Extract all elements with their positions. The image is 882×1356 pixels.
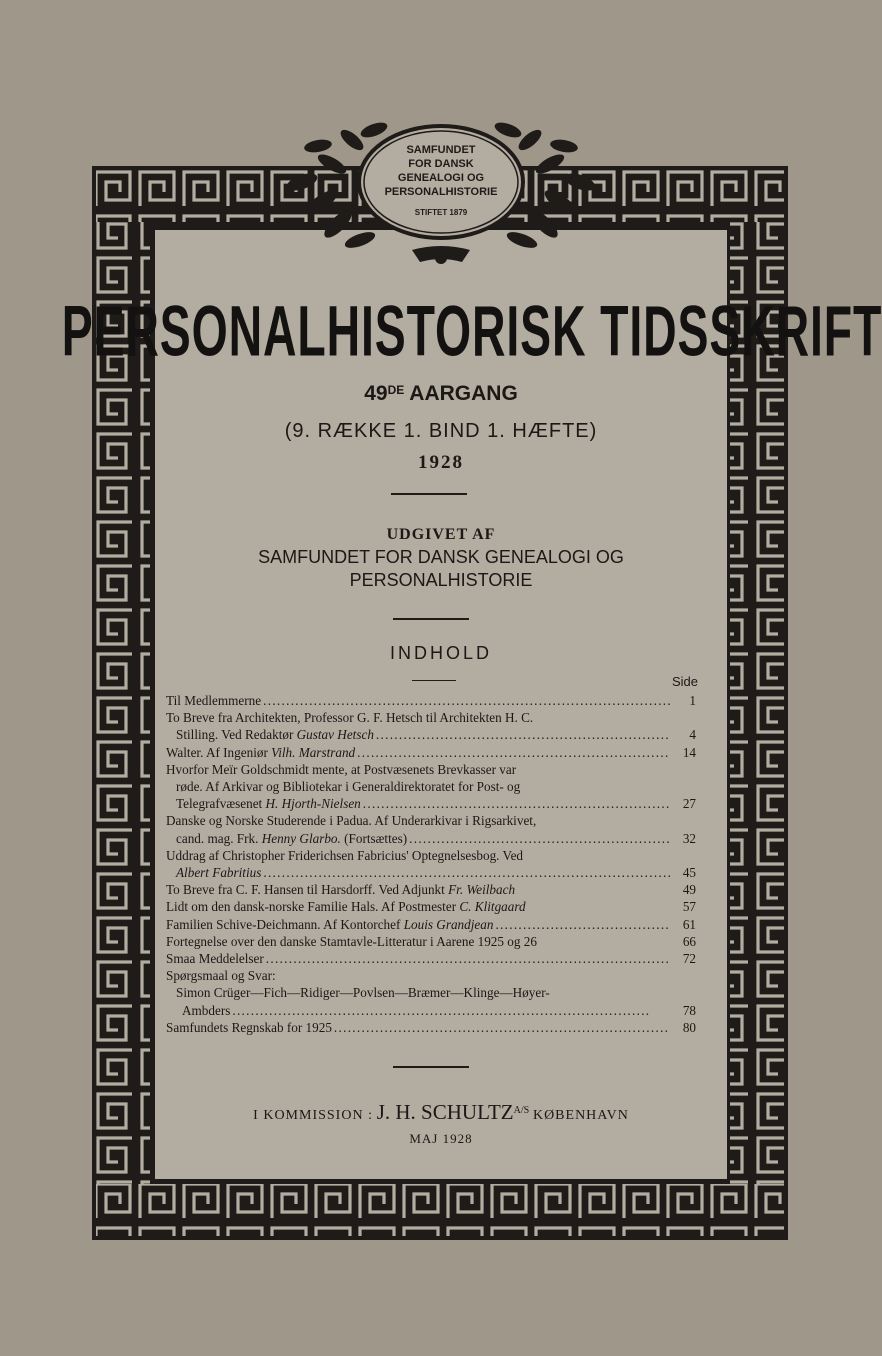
toc-entry: [166, 967, 696, 1019]
toc-entry: [166, 916, 696, 933]
toc-page-number: 49: [682, 882, 696, 898]
divider: [412, 680, 456, 681]
publisher-line-2: PERSONALHISTORIE: [349, 570, 533, 590]
divider: [393, 1066, 469, 1068]
toc-page-number: 78: [682, 1002, 696, 1018]
page-column-label: Side: [671, 674, 698, 689]
toc-entry-title: Uddrag af Christopher Friderichsen Fabricius' Optegnelsesbog. Ved: [166, 847, 524, 863]
table-of-contents: [166, 692, 696, 1036]
contents-heading: INDHOLD: [389, 643, 492, 663]
toc-entry-author: Henny Glarbo.: [261, 830, 341, 846]
toc-entry-title: Spørgsmaal og Svar:: [166, 968, 276, 984]
toc-entry: [166, 1019, 696, 1036]
toc-page-number: 14: [682, 744, 696, 760]
toc-page-number: 27: [682, 796, 696, 812]
toc-entry-text: Ambders: [182, 1002, 231, 1018]
toc-page-number: 1: [689, 693, 696, 708]
toc-page-number: 45: [682, 865, 696, 881]
toc-entry-text: Telegrafvæsenet: [176, 796, 266, 812]
toc-page-number: 57: [682, 899, 696, 915]
toc-entry-author: C. Klitgaard: [459, 899, 526, 915]
seal-line-1: SAMFUNDET: [406, 144, 476, 156]
toc-page-number: 72: [682, 951, 696, 967]
toc-entry-author: Vilh. Marstrand: [271, 744, 356, 760]
toc-entry: [166, 881, 696, 898]
imprint-publisher: J. H. SCHULTZ: [376, 1100, 514, 1124]
society-seal: [262, 112, 620, 274]
toc-entry-title: Fortegnelse over den danske Stamtavle-Litteratur i Aarene 1925 og 26: [166, 933, 537, 949]
toc-entry: [166, 761, 696, 813]
toc-entry-title: Smaa Meddelelser: [166, 951, 264, 967]
toc-entry-title: Familien Schive-Deichmann. Af Kontorchef: [166, 916, 404, 932]
toc-entry-title: Danske og Norske Studerende i Padua. Af Underarkivar i Rigsarkivet,: [166, 813, 537, 829]
toc-entry: [166, 950, 696, 967]
toc-page-number: 32: [682, 830, 696, 846]
seal-line-2: FOR DANSK: [408, 158, 474, 170]
toc-entry-text: røde. Af Arkivar og Bibliotekar i Generaldirektoratet for Post- og: [176, 779, 521, 795]
journal-title: PERSONALHISTORISK TIDSSKRIFT: [61, 292, 882, 372]
toc-entry-title: Walter. Af Ingeniør: [166, 744, 272, 760]
toc-entry: [166, 898, 696, 915]
toc-entry: [166, 933, 696, 950]
toc-entry-note: (Fortsættes): [340, 830, 408, 846]
volume-number: 49: [364, 382, 388, 405]
toc-entry-author: Albert Fabritius: [176, 865, 262, 881]
toc-entry-title: To Breve fra C. F. Hansen til Harsdorff. Ved Adjunkt: [166, 882, 449, 898]
divider: [393, 618, 469, 620]
series-line: (9. RÆKKE 1. BIND 1. HÆFTE): [284, 420, 598, 442]
toc-entry-title: Til Medlemmerne: [166, 693, 262, 708]
year: 1928: [418, 452, 464, 473]
toc-entry-author: H. Hjorth-Nielsen: [265, 796, 361, 812]
toc-entry-title: Samfundets Regnskab for 1925: [166, 1019, 332, 1035]
imprint-prefix: I KOMMISSION :: [253, 1108, 373, 1123]
volume-suffix: DE: [387, 383, 405, 397]
toc-entry-title: Hvorfor Meïr Goldschmidt mente, at Postvæsenets Brevkasser var: [166, 761, 517, 777]
toc-page-number: 66: [682, 933, 696, 949]
toc-page-number: 80: [682, 1019, 696, 1035]
toc-entry: [166, 744, 696, 761]
seal-line-3: GENEALOGI OG: [397, 172, 485, 184]
publisher-label: UDGIVET AF: [386, 526, 496, 543]
toc-entry: [166, 709, 696, 743]
toc-entry-text: cand. mag. Frk.: [176, 830, 262, 846]
toc-entry-text: Stilling. Ved Redaktør: [176, 727, 297, 743]
volume-word: AARGANG: [409, 382, 518, 405]
toc-entry: [166, 812, 696, 846]
toc-entry-author: Gustav Hetsch: [296, 727, 374, 743]
toc-entry-author: Louis Grandjean: [403, 916, 494, 932]
imprint-city: KØBENHAVN: [532, 1108, 629, 1123]
publisher-line-1: SAMFUNDET FOR DANSK GENEALOGI OG: [258, 547, 624, 567]
toc-entry: [166, 692, 696, 709]
toc-entry-text: Simon Crüger—Fich—Ridiger—Povlsen—Bræmer—Klinge—Høyer-: [176, 985, 550, 1001]
divider: [391, 493, 467, 495]
toc-page-number: 61: [682, 916, 696, 932]
imprint-sup: A/S: [513, 1105, 530, 1116]
toc-entry-author: Fr. Weilbach: [448, 882, 516, 898]
toc-entry-title: Lidt om den dansk-norske Familie Hals. Af Postmester: [166, 899, 460, 915]
volume-line: [0, 382, 882, 406]
seal-line-5: STIFTET 1879: [414, 208, 468, 217]
toc-page-number: 4: [689, 727, 696, 743]
toc-entry-title: To Breve fra Architekten, Professor G. F. Hetsch til Architekten H. C.: [166, 710, 534, 726]
seal-line-4: PERSONALHISTORIE: [384, 186, 498, 198]
toc-entry: [166, 847, 696, 881]
imprint-line: [0, 1100, 882, 1125]
imprint-date: MAJ 1928: [409, 1131, 473, 1146]
